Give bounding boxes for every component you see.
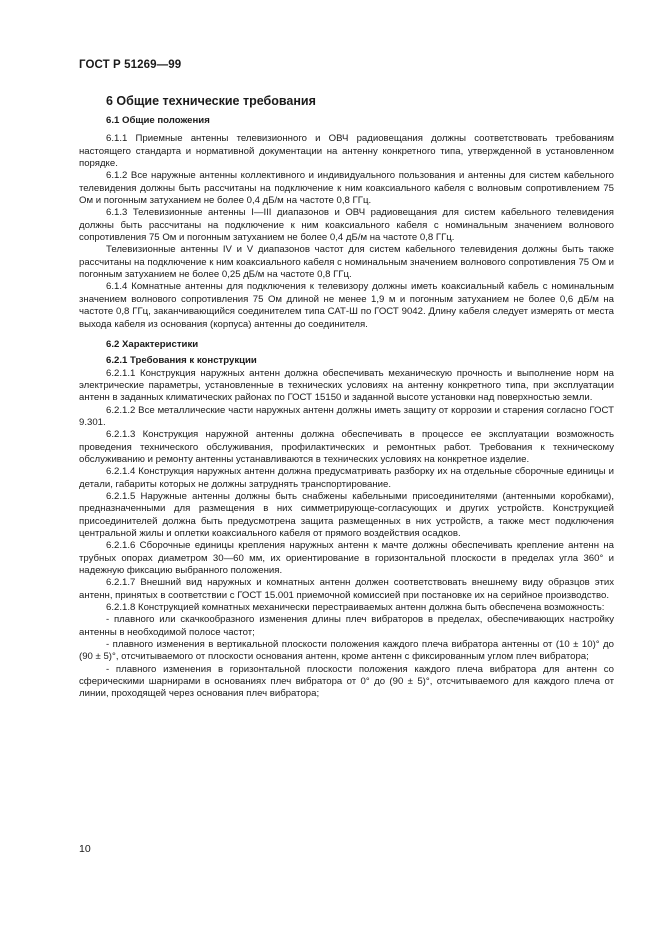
page-number: 10 [79, 843, 91, 855]
subsection-title-6-2-1: 6.2.1 Требования к конструкции [106, 355, 257, 367]
page-content [79, 93, 614, 701]
paragraph-6-2-1-8: 6.2.1.8 Конструкцией комнатных механически перестраиваемых антенн должна быть обеспечена возможность: [106, 602, 605, 614]
section-title: 6 Общие технические требования [106, 94, 316, 108]
paragraph-6-2-1-7: 6.2.1.7 Внешний вид наружных и комнатных антенн должен соответствовать внешнему виду образцов этих антенн, принятых в соответствии с ГОСТ 15.001 приемочной комиссией при постановке их на серийное производство. [79, 577, 614, 601]
subsection-title-6-1: 6.1 Общие положения [106, 115, 210, 126]
paragraph-6-2-1-2: 6.2.1.2 Все металлические части наружных антенн должны иметь защиту от коррозии и старения согласно ГОСТ 9.301. [79, 404, 614, 428]
paragraph-6-1-2: 6.1.2 Все наружные антенны коллективного и индивидуального пользования и антенны для систем кабельного телевидения должны быть рассчитаны на подключение к ним коаксиального кабеля с волновым сопротивлением 75 Ом и погонным затуханием не более 0,4 дБ/м на частоте 0,8 ГГц. [79, 170, 614, 207]
paragraph-6-1-3: 6.1.3 Телевизионные антенны I—III диапазонов и ОВЧ радиовещания для систем кабельного телевидения должны быть рассчитаны на подключение к ним коаксиального кабеля с номинальным значением волнового сопротивления 75 Ом и погонным затуханием не более 0,4 дБ/м на частоте 0,8 ГГц. [79, 207, 614, 244]
subsection-title-6-2: 6.2 Характеристики [106, 338, 199, 350]
paragraph-6-1-1: 6.1.1 Приемные антенны телевизионного и ОВЧ радиовещания должны соответствовать требованиям настоящего стандарта и нормативной документации на антенну конкретного типа, утвержденной в установленном порядке. [79, 133, 614, 170]
paragraph-6-2-1-1: 6.2.1.1 Конструкция наружных антенн должна обеспечивать механическую прочность и выполнение норм на электрические параметры, установленные в технических условиях на антенну конкретного типа, при эксплуатации антенн в заданных климатических районах по ГОСТ 15150 и заданной высоте установки над поверхностью земли. [79, 367, 614, 404]
paragraph-6-2-1-3: 6.2.1.3 Конструкция наружной антенны должна обеспечивать в процессе ее эксплуатации возможность проведения технического обслуживания, профилактических и ремонтных работ. Требования к техническому обслуживанию и ремонту антенны устанавливаются в технических условиях на конкретное изделие. [79, 429, 614, 465]
paragraph-6-2-1-5: 6.2.1.5 Наружные антенны должны быть снабжены кабельными присоединителями (антенными коробками), предназначенными для размещения в них симметрирующе-согласующих и других устройств. Конструкцией присоединителей должна быть предусмотрена защита размещенных в них устройств, а также мест подключения центральной жилы и оплетки коаксиального кабеля от прямого воздействия осадков. [79, 490, 614, 539]
document-code: ГОСТ Р 51269—99 [79, 59, 182, 71]
list-item-horizontal-angle: - плавного изменения в горизонтальной плоскости положения каждого плеча вибратора для антенн со сферическими шарнирами в основаниях плеч вибратора от 0° до (90 ± 5)°, отсчитываемого для каждого плеча от линии, проходящей через основания плеч вибратора; [79, 663, 614, 700]
paragraph-6-2-1-6: 6.2.1.6 Сборочные единицы крепления наружных антенн к мачте должны обеспечивать крепление антенн на трубных опорах диаметром 30—60 мм, их ориентирование в горизонтальной плоскости в пределах угла 360° и надежную фиксацию выбранного положения. [79, 540, 614, 577]
list-item-vertical-angle: - плавного изменения в вертикальной плоскости положения каждого плеча вибратора антенны от (10 ± 10)° до (90 ± 5)°, отсчитываемого от плоскости основания антенн, кроме антенн с фиксированным углом плеч вибратора; [79, 639, 614, 663]
paragraph-6-1-4: 6.1.4 Комнатные антенны для подключения к телевизору должны иметь коаксиальный кабель с номинальным значением волнового сопротивления 75 Ом длиной не менее 1,9 м и погонным затуханием не более 0,6 дБ/м на частоте 0,8 ГГц, заканчивающийся соединителем типа САТ-Ш по ГОСТ 9042. Длину кабеля следует измерять от места выхода кабеля из основания (корпуса) антенны до соединителя. [79, 281, 614, 330]
paragraph-6-1-3-cont: Телевизионные антенны IV и V диапазонов частот для систем кабельного телевидения должны быть также рассчитаны на подключение к ним коаксиального кабеля с номинальным значением волнового сопротивления 75 Ом и погонным затуханием не более 0,25 дБ/м на частоте 0,8 ГГц. [79, 244, 614, 281]
paragraph-6-2-1-4: 6.2.1.4 Конструкция наружных антенн должна предусматривать разборку их на отдельные сборочные единицы и детали, габариты которых не должны затруднять транспортирование. [79, 466, 614, 490]
list-item-vibrator-length: - плавного или скачкообразного изменения длины плеч вибраторов в пределах, обеспечивающих настройку антенны в необходимой полосе частот; [79, 614, 614, 638]
